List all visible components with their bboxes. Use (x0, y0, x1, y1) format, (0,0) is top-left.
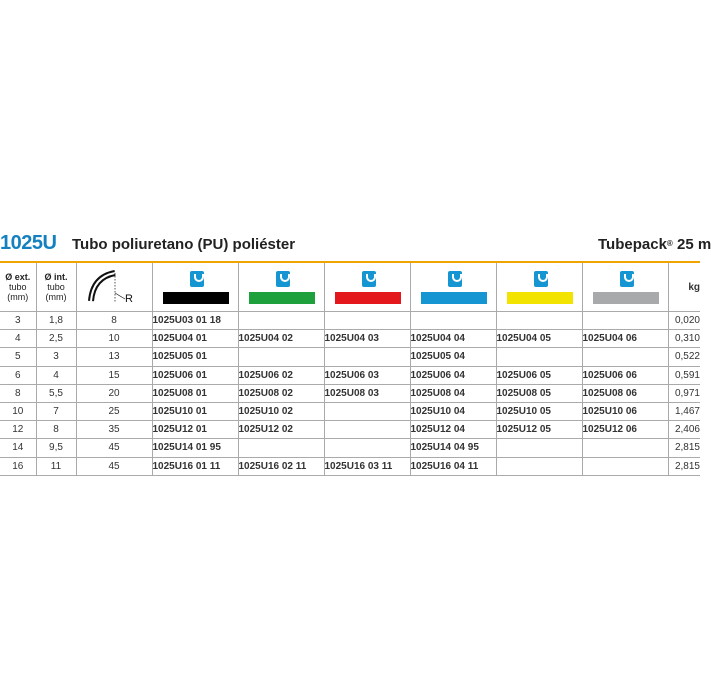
bend-radius-cell: 45 (76, 457, 152, 475)
int-label-2: tubo (47, 282, 65, 292)
reference-cell: 1025U06 02 (238, 366, 324, 384)
weight-cell: 0,971 (668, 384, 700, 402)
tubepack-name: Tubepack (598, 236, 667, 253)
col-kg: kg (668, 263, 700, 312)
color-red (324, 263, 410, 312)
reference-cell (324, 348, 410, 366)
bend-radius-cell: 20 (76, 384, 152, 402)
reference-cell: 1025U06 06 (582, 366, 668, 384)
reference-cell (238, 312, 324, 330)
reference-cell: 1025U06 01 (152, 366, 238, 384)
color-black (152, 263, 238, 312)
reference-cell (582, 348, 668, 366)
bend-radius-cell: 45 (76, 439, 152, 457)
reference-cell (238, 439, 324, 457)
reference-cell: 1025U06 04 (410, 366, 496, 384)
reference-cell: 1025U10 04 (410, 402, 496, 420)
color-swatch (335, 292, 401, 304)
tubepack-icon (448, 271, 462, 287)
reference-cell: 1025U04 04 (410, 330, 496, 348)
color-swatch (421, 292, 487, 304)
ext-diameter-cell: 5 (0, 348, 36, 366)
weight-cell: 2,815 (668, 457, 700, 475)
ext-label-3: (mm) (7, 292, 29, 302)
ext-diameter-cell: 3 (0, 312, 36, 330)
int-diameter-cell: 2,5 (36, 330, 76, 348)
table-row (0, 439, 700, 457)
reference-cell: 1025U10 01 (152, 402, 238, 420)
reference-cell: 1025U10 05 (496, 402, 582, 420)
table-row (0, 384, 700, 402)
reference-cell (496, 457, 582, 475)
bend-radius-cell: 8 (76, 312, 152, 330)
int-diameter-cell: 3 (36, 348, 76, 366)
reference-cell: 1025U08 03 (324, 384, 410, 402)
int-label-1: Ø int. (44, 272, 68, 282)
col-int-diameter (36, 263, 76, 312)
weight-cell: 0,522 (668, 348, 700, 366)
reference-cell (238, 348, 324, 366)
reference-cell (324, 439, 410, 457)
bend-radius-cell: 10 (76, 330, 152, 348)
int-diameter-cell: 11 (36, 457, 76, 475)
bend-radius-cell: 13 (76, 348, 152, 366)
tubepack-icon (190, 271, 204, 287)
ext-diameter-cell: 8 (0, 384, 36, 402)
tubepack-icon (362, 271, 376, 287)
reference-cell (410, 312, 496, 330)
reference-cell: 1025U04 03 (324, 330, 410, 348)
reference-cell: 1025U08 05 (496, 384, 582, 402)
table-row (0, 330, 700, 348)
reference-cell (324, 312, 410, 330)
reference-cell: 1025U14 01 95 (152, 439, 238, 457)
reference-cell (496, 312, 582, 330)
reference-cell: 1025U08 01 (152, 384, 238, 402)
reference-cell: 1025U12 02 (238, 421, 324, 439)
col-ext-diameter (0, 263, 36, 312)
reference-cell: 1025U12 06 (582, 421, 668, 439)
header-row (0, 263, 700, 312)
color-green (238, 263, 324, 312)
reference-cell: 1025U16 04 11 (410, 457, 496, 475)
color-swatch (249, 292, 315, 304)
int-diameter-cell: 9,5 (36, 439, 76, 457)
table-row (0, 348, 700, 366)
table-row (0, 402, 700, 420)
weight-cell: 0,591 (668, 366, 700, 384)
reference-cell: 1025U12 01 (152, 421, 238, 439)
reference-cell (582, 457, 668, 475)
reference-cell: 1025U04 02 (238, 330, 324, 348)
tubepack-icon (276, 271, 290, 287)
int-diameter-cell: 4 (36, 366, 76, 384)
reference-cell: 1025U12 05 (496, 421, 582, 439)
registered-mark: ® (666, 239, 673, 248)
weight-cell: 0,020 (668, 312, 700, 330)
ext-diameter-cell: 10 (0, 402, 36, 420)
bend-radius-icon (77, 263, 153, 311)
reference-cell: 1025U16 03 11 (324, 457, 410, 475)
reference-cell: 1025U04 06 (582, 330, 668, 348)
reference-cell: 1025U06 03 (324, 366, 410, 384)
reference-cell: 1025U04 01 (152, 330, 238, 348)
product-code: 1025U (0, 232, 57, 254)
ext-label-1: Ø ext. (5, 272, 31, 282)
reference-cell (324, 402, 410, 420)
reference-cell: 1025U10 02 (238, 402, 324, 420)
product-description: Tubo poliuretano (PU) poliéster (72, 236, 296, 253)
ext-diameter-cell: 6 (0, 366, 36, 384)
tubepack-icon (620, 271, 634, 287)
reference-cell: 1025U16 02 11 (238, 457, 324, 475)
reference-cell (582, 312, 668, 330)
int-diameter-cell: 1,8 (36, 312, 76, 330)
tubepack-icon (534, 271, 548, 287)
table-row (0, 421, 700, 439)
reference-cell: 1025U05 01 (152, 348, 238, 366)
ext-diameter-cell: 16 (0, 457, 36, 475)
ext-diameter-cell: 4 (0, 330, 36, 348)
col-bend-radius (76, 263, 152, 312)
int-diameter-cell: 8 (36, 421, 76, 439)
radius-label: R (124, 293, 133, 305)
table-row (0, 312, 700, 330)
reference-cell (324, 421, 410, 439)
reference-cell: 1025U12 04 (410, 421, 496, 439)
bend-radius-cell: 15 (76, 366, 152, 384)
ext-diameter-cell: 14 (0, 439, 36, 457)
reference-cell (496, 439, 582, 457)
reference-cell (496, 348, 582, 366)
color-grey (582, 263, 668, 312)
bend-radius-cell: 25 (76, 402, 152, 420)
ext-label-2: tubo (8, 282, 27, 292)
int-diameter-cell: 7 (36, 402, 76, 420)
int-label-3: (mm) (45, 292, 67, 302)
reference-cell: 1025U05 04 (410, 348, 496, 366)
bend-radius-cell: 35 (76, 421, 152, 439)
reference-cell: 1025U08 02 (238, 384, 324, 402)
reference-cell: 1025U16 01 11 (152, 457, 238, 475)
reference-cell: 1025U04 05 (496, 330, 582, 348)
product-header (0, 232, 711, 260)
reference-cell: 1025U08 04 (410, 384, 496, 402)
tubepack-size: 25 m (676, 236, 711, 253)
color-swatch (163, 292, 229, 304)
tubepack-label (598, 236, 711, 253)
color-swatch (507, 292, 573, 304)
reference-cell (582, 439, 668, 457)
color-swatch (593, 292, 659, 304)
weight-cell: 0,310 (668, 330, 700, 348)
reference-cell: 1025U08 06 (582, 384, 668, 402)
table-row (0, 457, 700, 475)
reference-cell: 1025U06 05 (496, 366, 582, 384)
color-blue (410, 263, 496, 312)
weight-cell: 2,406 (668, 421, 700, 439)
weight-cell: 2,815 (668, 439, 700, 457)
reference-cell: 1025U14 04 95 (410, 439, 496, 457)
color-yellow (496, 263, 582, 312)
ext-diameter-cell: 12 (0, 421, 36, 439)
int-diameter-cell: 5,5 (36, 384, 76, 402)
product-table (0, 263, 700, 476)
reference-cell: 1025U03 01 18 (152, 312, 238, 330)
table-row (0, 366, 700, 384)
reference-cell: 1025U10 06 (582, 402, 668, 420)
weight-cell: 1,467 (668, 402, 700, 420)
